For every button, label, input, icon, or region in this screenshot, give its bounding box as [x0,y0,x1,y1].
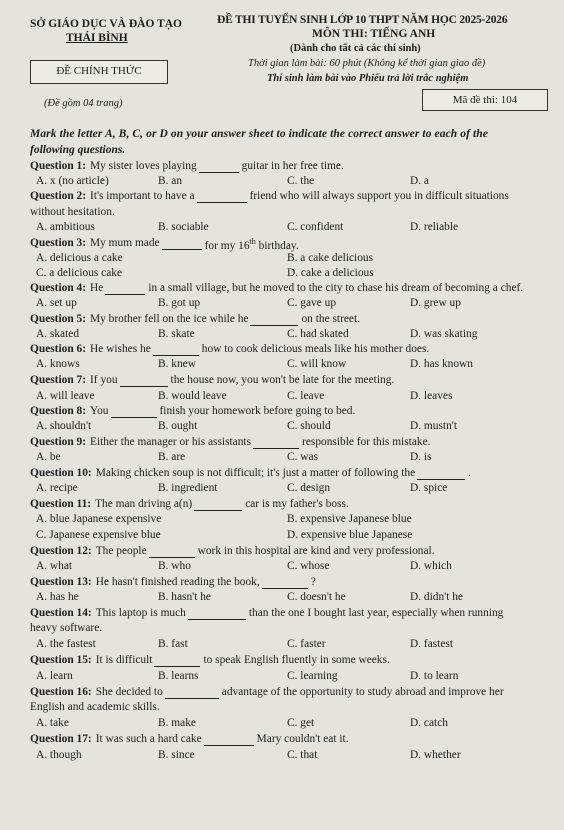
question-5-option-b: B. skate [158,328,195,340]
question-13-stem-continued: ? [310,576,316,588]
question-2-stem: It's important to have a [90,190,195,202]
question-12-option-c: C. whose [287,560,330,572]
question-10-option-d: D. spice [410,482,448,494]
question-4-stem-continued: in a small village, but he moved to the city to chase his dream of becoming a chef. [148,282,524,294]
question-13-option-d: D. didn't he [410,591,463,603]
question-4-option-b: B. got up [158,297,201,309]
exam-code: Mã đề thi: 104 [422,89,548,111]
question-7-option-a: A. will leave [36,390,95,402]
question-2-blank [197,202,247,203]
question-11-option-c: C. Japanese expensive blue [36,529,161,541]
question-1-option-a: A. x (no article) [36,175,109,187]
question-12-stem-continued: work in this hospital are kind and very professional. [197,545,435,557]
question-4-label: Question 4: [30,282,87,294]
question-14-option-b: B. fast [158,638,188,650]
question-4-stem: He [90,282,104,294]
question-13-option-a: A. has he [36,591,79,603]
question-8-label: Question 8: [30,405,87,417]
question-7-blank [120,386,168,387]
question-11-option-a: A. blue Japanese expensive [36,513,162,525]
question-2-option-c: C. confident [287,221,344,233]
question-7-option-c: C. leave [287,390,325,402]
exam-subject: MÔN THI: TIẾNG ANH [312,28,436,40]
question-8-stem: You [90,405,109,417]
question-2-stem-continued: friend who will always support you in difficult situations [249,190,509,202]
question-14-option-a: A. the fastest [36,638,96,650]
question-1-blank [199,172,239,173]
question-12-blank [149,557,195,558]
question-4-option-c: C. gave up [287,297,337,309]
question-17-stem-continued: Mary couldn't eat it. [256,733,349,745]
question-9-option-b: B. are [158,451,186,463]
question-14-stem-line2: heavy software. [30,622,103,634]
question-4-option-d: D. grew up [410,297,461,309]
question-5-label: Question 5: [30,313,87,325]
question-5-option-c: C. had skated [287,328,349,340]
question-5-option-a: A. skated [36,328,80,340]
question-10-option-c: C. design [287,482,331,494]
question-1-label: Question 1: [30,160,87,172]
question-17-stem: It was such a hard cake [95,733,202,745]
question-1-option-d: D. a [410,175,429,187]
question-9-blank [253,448,299,449]
question-9-stem-continued: responsible for this mistake. [302,436,431,448]
question-3-option-a: A. delicious a cake [36,252,123,264]
question-14-blank [188,619,246,620]
question-15-option-a: A. learn [36,670,73,682]
question-14-stem: This laptop is much [95,607,186,619]
question-16-stem-line2: English and academic skills. [30,701,160,713]
question-10-stem: Making chicken soup is not difficult; it's just a matter of following the [95,467,416,479]
question-16-option-a: A. take [36,717,69,729]
question-3-stem: My mum made [90,237,160,249]
question-14-label: Question 14: [30,607,92,619]
question-16-stem: She decided to [95,686,163,698]
question-7-option-b: B. would leave [158,390,227,402]
question-17-label: Question 17: [30,733,92,745]
question-10-option-a: A. recipe [36,482,78,494]
question-13-option-b: B. hasn't he [158,591,211,603]
question-6-stem-continued: how to cook delicious meals like his mother does. [201,343,430,355]
question-1-option-b: B. an [158,175,183,187]
question-15-label: Question 15: [30,654,92,666]
question-6-label: Question 6: [30,343,87,355]
question-7-stem: If you [90,374,118,386]
exam-time: Thời gian làm bài: 60 phút (Không kể thời gian giao đề) [248,58,486,69]
question-4-option-a: A. set up [36,297,77,309]
question-12-stem: The people [95,545,147,557]
question-12-label: Question 12: [30,545,92,557]
question-12-option-a: A. what [36,560,73,572]
question-15-stem: It is difficult [95,654,153,666]
question-7-option-d: D. leaves [410,390,453,402]
question-9-option-a: A. be [36,451,61,463]
question-17-option-c: C. that [287,749,318,761]
question-3-stem-continued: for my 16th birthday. [204,237,299,252]
question-6-stem: He wishes he [90,343,151,355]
question-10-blank [417,479,465,480]
question-6-blank [153,355,199,356]
question-5-blank [250,325,298,326]
question-15-option-c: C. learning [287,670,338,682]
question-15-option-b: B. learns [158,670,199,682]
question-3-label: Question 3: [30,237,87,249]
question-13-label: Question 13: [30,576,92,588]
question-5-stem-continued: on the street. [301,313,361,325]
question-1-option-c: C. the [287,175,315,187]
question-4-blank [105,294,145,295]
question-15-stem-continued: to speak English fluently in some weeks. [203,654,390,666]
question-10-stem-continued: . [468,467,472,479]
question-8-blank [111,417,157,418]
question-11-blank [194,510,242,511]
question-9-label: Question 9: [30,436,87,448]
question-8-option-b: B. ought [158,420,198,432]
question-9-stem: Either the manager or his assistants [90,436,252,448]
question-3-blank [162,249,202,250]
instruction-line-2: following questions. [30,144,126,156]
question-6-option-b: B. knew [158,358,196,370]
department-name: SỞ GIÁO DỤC VÀ ĐÀO TẠO [30,18,182,30]
question-3-option-d: D. cake a delicious [287,267,374,279]
question-16-option-b: B. make [158,717,196,729]
question-16-option-d: D. catch [410,717,448,729]
question-2-option-a: A. ambitious [36,221,95,233]
question-16-stem-continued: advantage of the opportunity to study abroad and improve her [221,686,504,698]
question-3-option-b: B. a cake delicious [287,252,374,264]
exam-instruction-vn: Thí sinh làm bài vào Phiếu trả lời trắc nghiệm [267,73,469,84]
question-10-option-b: B. ingredient [158,482,218,494]
pages-note: (Đề gồm 04 trang) [44,98,123,109]
question-9-option-d: D. is [410,451,432,463]
question-13-blank [262,588,308,589]
exam-audience: (Dành cho tất cả các thí sinh) [290,43,421,54]
question-6-option-a: A. knows [36,358,80,370]
question-2-label: Question 2: [30,190,87,202]
question-10-label: Question 10: [30,467,92,479]
question-1-stem-continued: guitar in her free time. [241,160,344,172]
question-14-option-d: D. fastest [410,638,454,650]
question-17-option-d: D. whether [410,749,461,761]
question-13-option-c: C. doesn't he [287,591,346,603]
question-2-option-b: B. sociable [158,221,209,233]
question-9-option-c: C. was [287,451,319,463]
question-11-label: Question 11: [30,498,92,510]
question-16-label: Question 16: [30,686,92,698]
question-2-option-d: D. reliable [410,221,459,233]
question-8-option-c: C. should [287,420,331,432]
question-16-blank [165,698,219,699]
official-label: ĐỀ CHÍNH THỨC [30,60,168,84]
question-11-option-b: B. expensive Japanese blue [287,513,412,525]
question-8-stem-continued: finish your homework before going to bed. [159,405,356,417]
question-6-option-c: C. will know [287,358,347,370]
question-13-stem: He hasn't finished reading the book, [95,576,260,588]
question-6-option-d: D. has known [410,358,473,370]
instruction-line-1: Mark the letter A, B, C, or D on your answer sheet to indicate the correct answer to each of the [30,128,489,140]
question-11-stem: The man driving a(n) [95,498,193,510]
question-17-option-a: A. though [36,749,82,761]
question-8-option-a: A. shouldn't [36,420,92,432]
question-1-stem: My sister loves playing [90,160,197,172]
question-17-blank [204,745,254,746]
question-16-option-c: C. get [287,717,315,729]
question-15-blank [154,666,200,667]
question-12-option-b: B. who [158,560,191,572]
exam-title: ĐỀ THI TUYỂN SINH LỚP 10 THPT NĂM HỌC 2025-2026 [217,14,508,26]
question-7-stem-continued: the house now, you won't be late for the meeting. [170,374,395,386]
question-17-option-b: B. since [158,749,195,761]
question-12-option-d: D. which [410,560,452,572]
question-2-stem-line2: without hesitation. [30,206,115,218]
question-11-stem-continued: car is my father's boss. [245,498,349,510]
question-14-option-c: C. faster [287,638,326,650]
question-5-stem: My brother fell on the ice while he [90,313,249,325]
province-name: THÁI BÌNH [66,32,128,44]
question-3-option-c: C. a delicious cake [36,267,123,279]
question-15-option-d: D. to learn [410,670,459,682]
question-14-stem-continued: than the one I bought last year, especially when running [248,607,504,619]
question-7-label: Question 7: [30,374,87,386]
question-8-option-d: D. mustn't [410,420,457,432]
question-5-option-d: D. was skating [410,328,478,340]
question-11-option-d: D. expensive blue Japanese [287,529,413,541]
